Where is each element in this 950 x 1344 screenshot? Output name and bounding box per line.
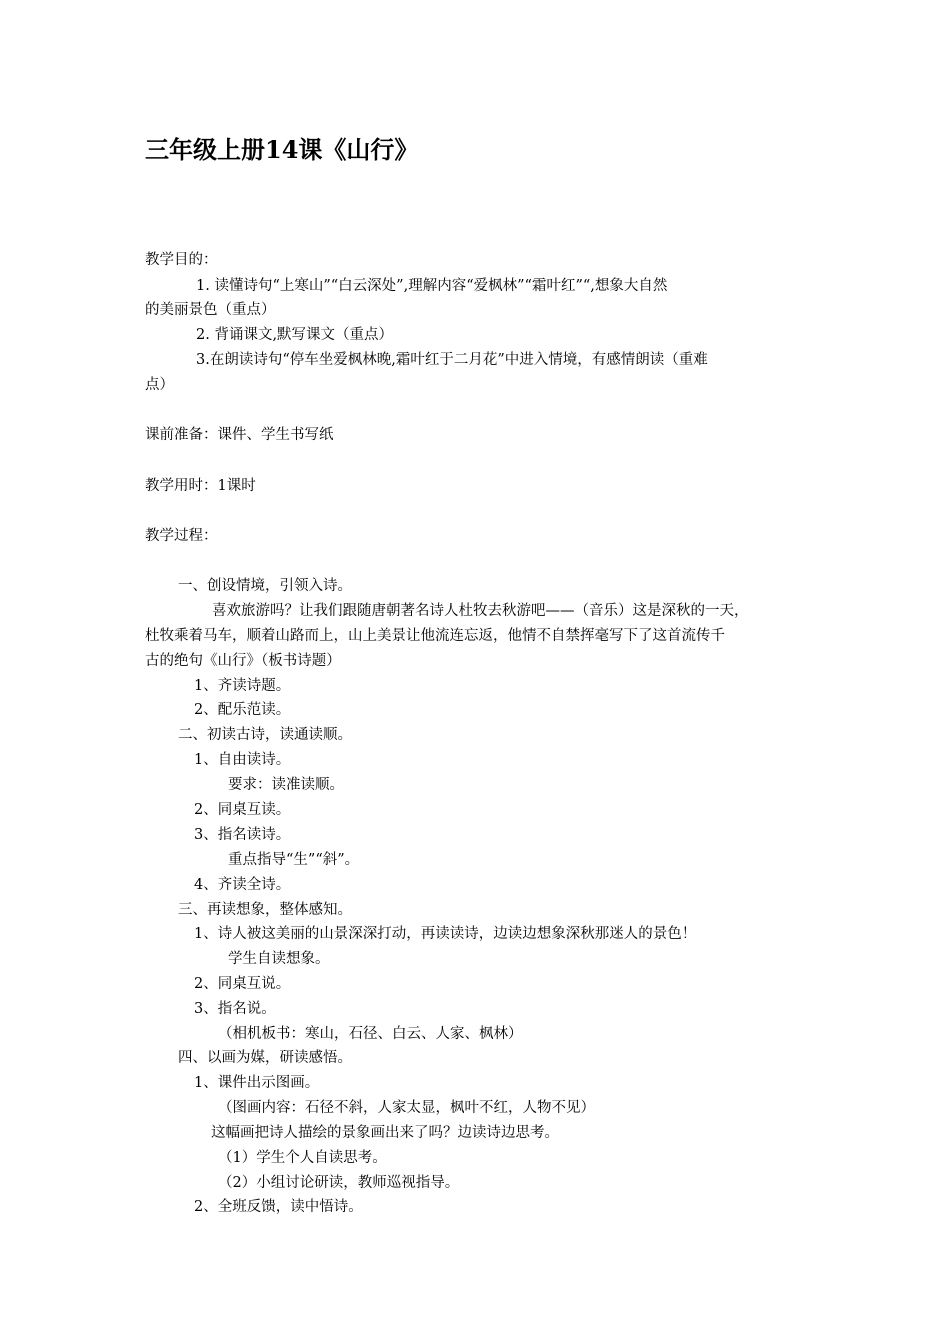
objective-1-line-2: 的美丽景色（重点） — [145, 302, 276, 318]
preparation-line: 课前准备：课件、学生书写纸 — [145, 427, 334, 443]
step-3-item-1: 1、诗人被这美丽的山景深深打动，再读读诗，边读边想象深秋那迷人的景色！ — [194, 926, 697, 942]
document-title: 三年级上册14课《山行》 — [145, 135, 419, 164]
step-4-item-1-note: （图画内容：石径不斜，人家太显，枫叶不红，人物不见） — [218, 1100, 595, 1116]
objective-1-line-1: 1. 读懂诗句“上寒山”“白云深处”,理解内容“爱枫林”“霜叶红”“,想象大自然 — [196, 278, 668, 294]
step-1-paragraph-line-3: 古的绝句《山行》（板书诗题） — [145, 653, 341, 669]
objective-2: 2. 背诵课文,默写课文（重点） — [196, 327, 394, 343]
step-1-paragraph-line-1: 喜欢旅游吗？让我们跟随唐朝著名诗人杜牧去秋游吧——（音乐）这是深秋的一天， — [212, 603, 749, 619]
step-1-heading: 一、创设情境，引领入诗。 — [178, 578, 352, 594]
step-4-item-1-question: 这幅画把诗人描绘的景象画出来了吗？边读诗边思考。 — [211, 1125, 559, 1141]
step-3-heading: 三、再读想象，整体感知。 — [178, 902, 352, 918]
step-3-item-3-note: （相机板书：寒山，石径、白云、人家、枫林） — [218, 1026, 523, 1042]
step-3-item-2: 2、同桌互说。 — [194, 976, 291, 992]
step-4-item-1-sub-1: （1）学生个人自读思考。 — [218, 1150, 387, 1166]
step-2-item-3: 3、指名读诗。 — [194, 827, 291, 843]
step-4-item-1-sub-2: （2）小组讨论研读，教师巡视指导。 — [218, 1175, 460, 1191]
step-4-item-2: 2、全班反馈，读中悟诗。 — [194, 1199, 363, 1215]
step-4-heading: 四、以画为媒，研读感悟。 — [178, 1050, 352, 1066]
objective-3-line-1: 3.在朗读诗句“停车坐爱枫林晚,霜叶红于二月花”中进入情境，有感情朗读（重难 — [196, 352, 708, 368]
step-2-item-1: 1、自由读诗。 — [194, 752, 291, 768]
section-label-process: 教学过程： — [145, 528, 218, 544]
step-2-item-1-note: 要求：读准读顺。 — [228, 777, 344, 793]
step-1-item-1: 1、齐读诗题。 — [194, 678, 291, 694]
objective-3-line-2: 点） — [145, 377, 174, 393]
section-label-objectives: 教学目的： — [145, 252, 218, 268]
step-4-item-1: 1、课件出示图画。 — [194, 1075, 320, 1091]
step-3-item-3: 3、指名说。 — [194, 1001, 276, 1017]
step-1-paragraph-line-2: 杜牧乘着马车，顺着山路而上，山上美景让他流连忘返，他情不自禁挥毫写下了这首流传千 — [145, 628, 725, 644]
step-1-item-2: 2、配乐范读。 — [194, 702, 291, 718]
step-2-item-4: 4、齐读全诗。 — [194, 877, 291, 893]
step-2-heading: 二、初读古诗，读通读顺。 — [178, 727, 352, 743]
duration-line: 教学用时：1课时 — [145, 478, 256, 494]
step-3-item-1-note: 学生自读想象。 — [228, 951, 330, 967]
step-2-item-3-note: 重点指导“生”“斜”。 — [228, 852, 360, 868]
step-2-item-2: 2、同桌互读。 — [194, 802, 291, 818]
